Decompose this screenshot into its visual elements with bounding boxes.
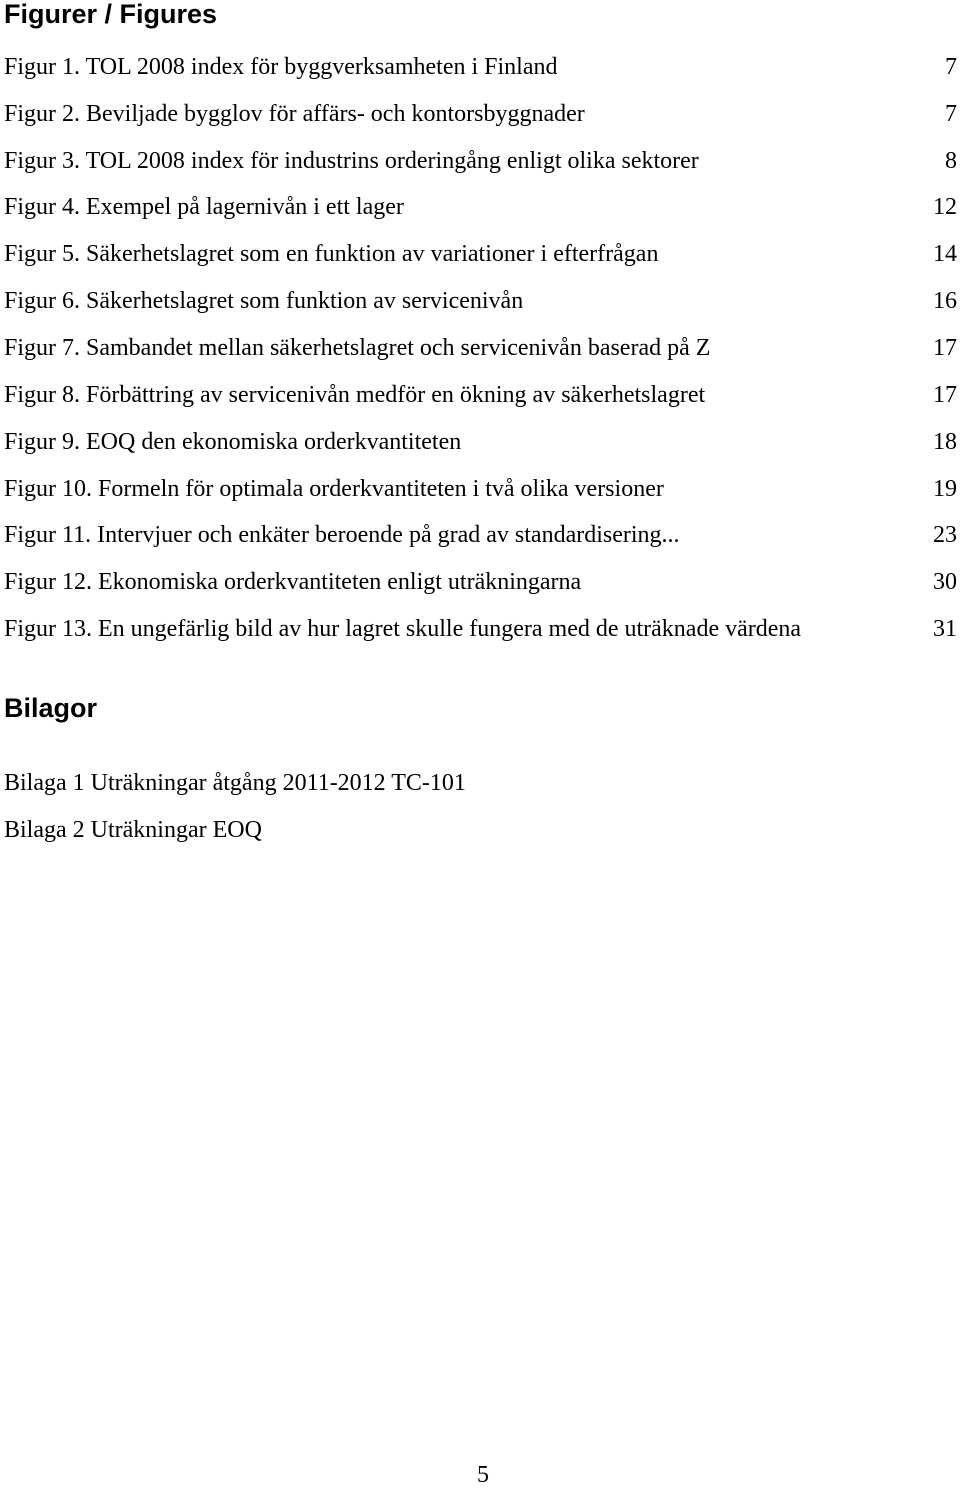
- figure-entry-12[interactable]: [4, 559, 957, 606]
- figure-page-number: 30: [933, 569, 957, 596]
- figure-title: Figur 10. Formeln för optimala orderkvantiteten i två olika versioner: [4, 475, 664, 502]
- figure-page-number: 23: [933, 522, 957, 549]
- figure-page-number: 17: [933, 381, 957, 408]
- figure-entry-4[interactable]: [4, 185, 957, 232]
- appendix-entry-1[interactable]: Bilaga 1 Uträkningar åtgång 2011-2012 TC-101: [4, 770, 466, 796]
- figure-title: Figur 12. Ekonomiska orderkvantiteten enligt uträkningarna: [4, 569, 582, 596]
- figure-title: Figur 7. Sambandet mellan säkerhetslagret och servicenivån baserad på Z: [4, 334, 711, 361]
- figure-page-number: 16: [933, 288, 957, 315]
- figure-entry-6[interactable]: [4, 278, 957, 325]
- figure-title: Figur 13. En ungefärlig bild av hur lagret skulle fungera med de uträknade värdena: [4, 616, 802, 643]
- figure-page-number: 7: [945, 53, 957, 80]
- appendix-entry-2[interactable]: Bilaga 2 Uträkningar EOQ: [4, 817, 262, 843]
- figure-title: Figur 2. Beviljade bygglov för affärs- och kontorsbyggnader: [4, 100, 585, 127]
- figure-page-number: 19: [933, 475, 957, 502]
- figure-title: Figur 1. TOL 2008 index för byggverksamheten i Finland: [4, 53, 558, 80]
- figure-entry-10[interactable]: [4, 466, 957, 513]
- figure-entry-3[interactable]: [4, 138, 957, 185]
- figure-entry-2[interactable]: [4, 91, 957, 138]
- figure-entry-13[interactable]: [4, 606, 957, 653]
- appendix-list: [4, 760, 466, 854]
- figure-entry-5[interactable]: [4, 231, 957, 278]
- page-number: 5: [477, 1462, 489, 1488]
- figure-entry-11[interactable]: [4, 512, 957, 559]
- appendix-heading: Bilagor: [4, 693, 98, 723]
- figure-title: Figur 11. Intervjuer och enkäter beroende på grad av standardisering...: [4, 522, 680, 549]
- figures-list: [4, 44, 957, 653]
- figure-title: Figur 6. Säkerhetslagret som funktion av servicenivån: [4, 288, 524, 315]
- figure-entry-1[interactable]: [4, 44, 957, 91]
- figure-title: Figur 9. EOQ den ekonomiska orderkvantiteten: [4, 428, 462, 455]
- figure-page-number: 31: [933, 616, 957, 643]
- figure-title: Figur 8. Förbättring av servicenivån medför en ökning av säkerhetslagret: [4, 381, 706, 408]
- figure-entry-8[interactable]: [4, 372, 957, 419]
- figure-title: Figur 4. Exempel på lagernivån i ett lager: [4, 194, 404, 221]
- figure-title: Figur 3. TOL 2008 index för industrins orderingång enligt olika sektorer: [4, 147, 699, 174]
- figure-title: Figur 5. Säkerhetslagret som en funktion av variationer i efterfrågan: [4, 241, 659, 268]
- figure-entry-9[interactable]: [4, 419, 957, 466]
- figure-page-number: 18: [933, 428, 957, 455]
- figure-entry-7[interactable]: [4, 325, 957, 372]
- figure-page-number: 8: [945, 147, 957, 174]
- figure-page-number: 17: [933, 334, 957, 361]
- figure-page-number: 14: [933, 241, 957, 268]
- figure-page-number: 12: [933, 194, 957, 221]
- figures-heading: Figurer / Figures: [4, 0, 218, 29]
- figure-page-number: 7: [945, 100, 957, 127]
